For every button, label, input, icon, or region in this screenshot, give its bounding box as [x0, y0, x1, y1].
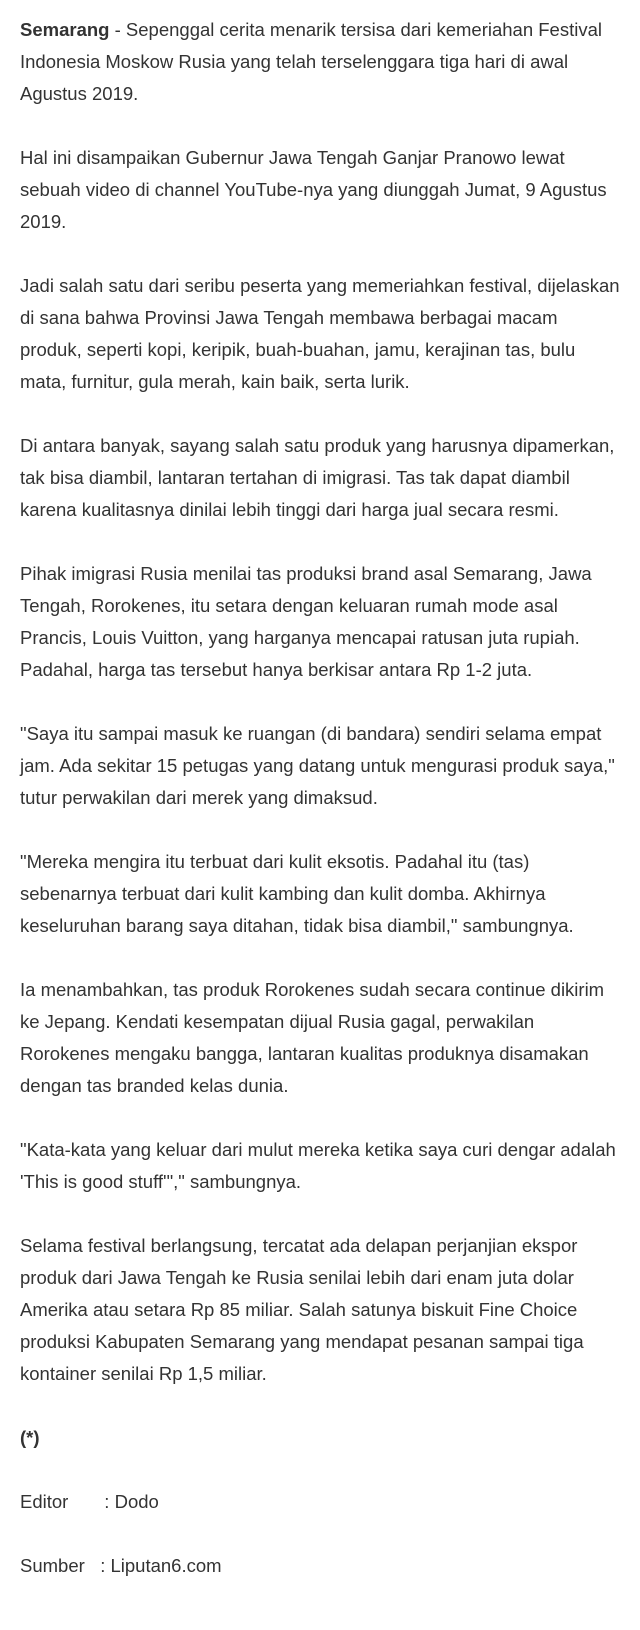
article-paragraph: "Kata-kata yang keluar dari mulut mereka ketika saya curi dengar adalah 'This is good stuff'"," sambungnya. [20, 1139, 616, 1192]
lead-text: - Sepenggal cerita menarik tersisa dari kemeriahan Festival Indonesia Moskow Rusia yang telah terselenggara tiga hari di awal Agustus 2019. [20, 19, 602, 104]
article-paragraph: Jadi salah satu dari seribu peserta yang memeriahkan festival, dijelaskan di sana bahwa Provinsi Jawa Tengah membawa berbagai macam produk, seperti kopi, keripik, buah-buahan, jamu, kerajinan tas, bulu mata, furnitur, gula merah, kain baik, serta lurik. [20, 275, 620, 392]
editor-credit: Editor : Dodo [20, 1491, 159, 1512]
article-paragraph: Hal ini disampaikan Gubernur Jawa Tengah Ganjar Pranowo lewat sebuah video di channel YouTube-nya yang diunggah Jumat, 9 Agustus 2019. [20, 147, 607, 232]
source-credit: Sumber : Liputan6.com [20, 1555, 222, 1576]
article-paragraph: "Saya itu sampai masuk ke ruangan (di bandara) sendiri selama empat jam. Ada sekitar 15 petugas yang datang untuk mengurasi produk saya," tutur perwakilan dari merek yang dimaksud. [20, 723, 615, 808]
dateline: Semarang [20, 19, 110, 40]
end-marker: (*) [20, 1427, 40, 1448]
article-paragraph: Selama festival berlangsung, tercatat ada delapan perjanjian ekspor produk dari Jawa Tengah ke Rusia senilai lebih dari enam juta dolar Amerika atau setara Rp 85 miliar. Salah satunya biskuit Fine Choice produksi Kabupaten Semarang yang mendapat pesanan sampai tiga kontainer senilai Rp 1,5 miliar. [20, 1235, 584, 1384]
article-paragraph: Pihak imigrasi Rusia menilai tas produksi brand asal Semarang, Jawa Tengah, Rorokenes, itu setara dengan keluaran rumah mode asal Prancis, Louis Vuitton, yang harganya mencapai ratusan juta rupiah. Padahal, harga tas tersebut hanya berkisar antara Rp 1-2 juta. [20, 563, 592, 680]
article-paragraph: Di antara banyak, sayang salah satu produk yang harusnya dipamerkan, tak bisa diambil, lantaran tertahan di imigrasi. Tas tak dapat diambil karena kualitasnya dinilai lebih tinggi dari harga jual secara resmi. [20, 435, 615, 520]
article-paragraph: "Mereka mengira itu terbuat dari kulit eksotis. Padahal itu (tas) sebenarnya terbuat dari kulit kambing dan kulit domba. Akhirnya keseluruhan barang saya ditahan, tidak bisa diambil," sambungnya. [20, 851, 574, 936]
lead-paragraph [20, 14, 620, 110]
article-paragraph: Ia menambahkan, tas produk Rorokenes sudah secara continue dikirim ke Jepang. Kendati kesempatan dijual Rusia gagal, perwakilan Rorokenes mengaku bangga, lantaran kualitas produknya disamakan dengan tas branded kelas dunia. [20, 979, 605, 1096]
